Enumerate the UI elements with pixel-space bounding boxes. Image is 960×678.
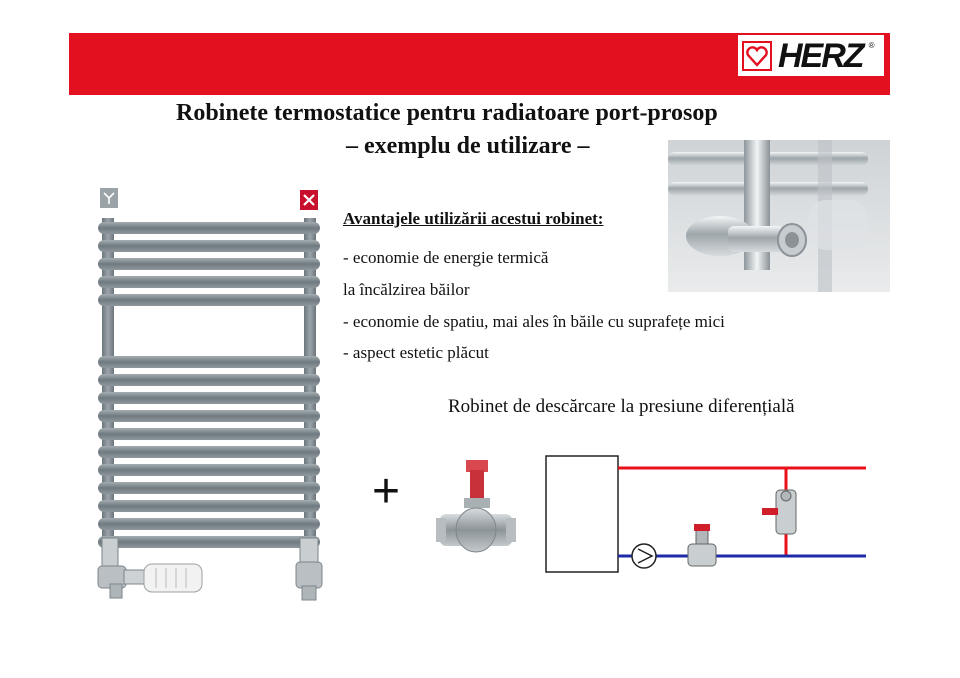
bypass-valve-icon [762,490,796,534]
advantage-item: - economie de energie termică [343,248,549,267]
pump-icon [632,544,656,568]
towel-icon [100,188,118,208]
balancing-valve-icon [688,524,716,566]
brand-name: HERZ [778,36,863,75]
advantage-item: - economie de spatiu, mai ales în băile cu suprafețe mici [343,312,725,331]
page-title-line1: Robinete termostatice pentru radiatoare port-prosop [176,100,718,126]
heart-icon [742,41,772,71]
herz-logo [738,35,884,76]
differential-valve-image [436,458,516,562]
lockshield-valve [296,538,322,600]
close-icon [300,190,318,210]
advantage-item: la încălzirea băilor [343,280,470,299]
advantages-heading: Avantajele utilizării acestui robinet: [343,209,604,228]
valve-photo [668,140,890,292]
differential-valve-caption: Robinet de descărcare la presiune diferențială [448,396,795,417]
advantage-item: - aspect estetic plăcut [343,343,489,362]
towel-radiator-illustration [96,188,326,608]
page-title-line2: – exemplu de utilizare – [346,133,590,159]
registered-mark: ® [868,41,875,50]
hydraulic-schematic [540,446,872,586]
plus-sign: + [372,465,401,518]
boiler-box [546,456,618,572]
